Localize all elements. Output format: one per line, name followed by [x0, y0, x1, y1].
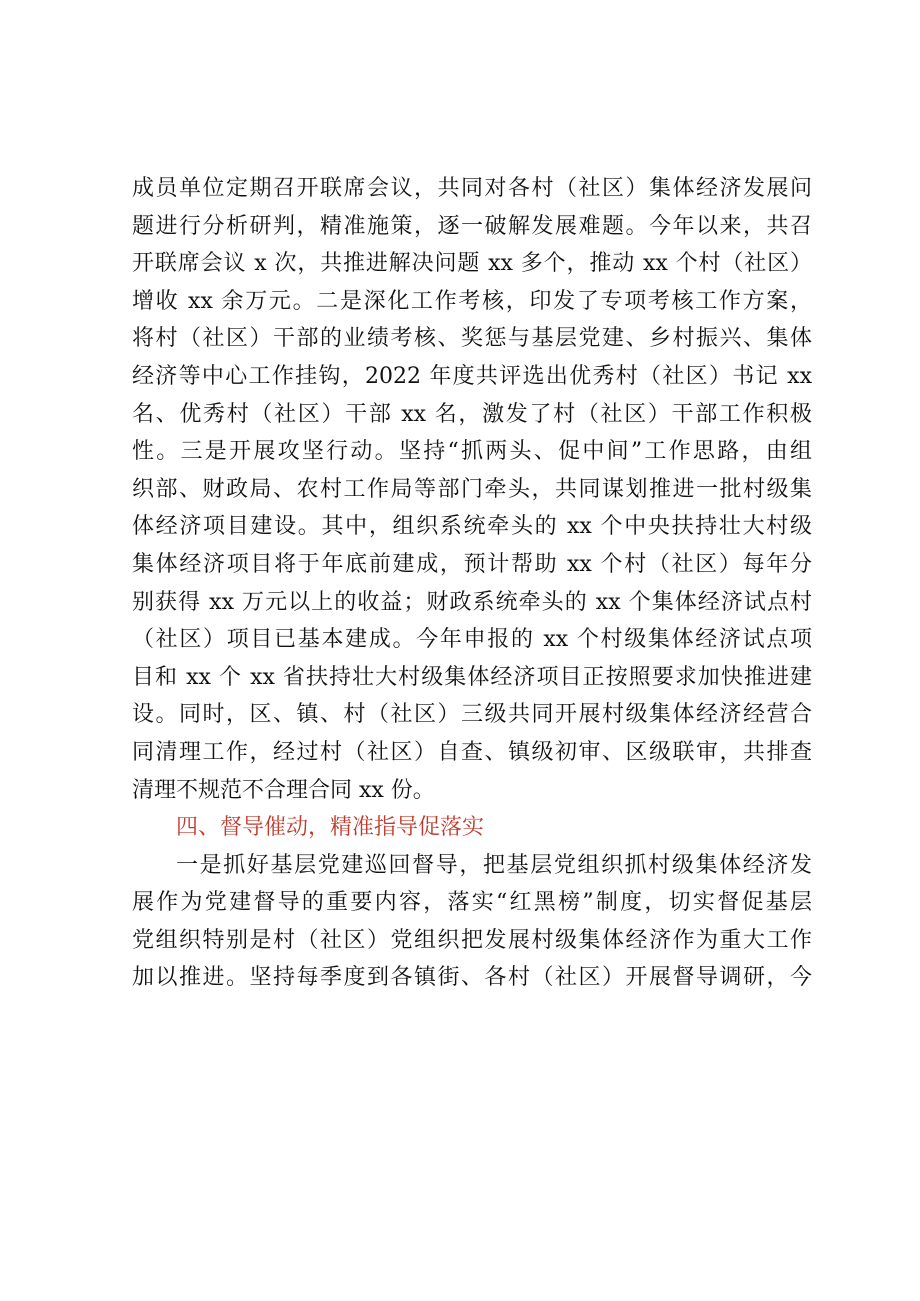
- paragraph-line: 加以推进。坚持每季度到各镇街、各村（社区）开展督导调研，今: [132, 965, 812, 991]
- paragraph-line: 开联席会议 x 次，共推进解决问题 xx 多个，推动 xx 个村（社区）: [132, 251, 812, 277]
- paragraph-line: 体经济项目建设。其中，组织系统牵头的 xx 个中央扶持壮大村级: [132, 514, 812, 540]
- paragraph-line: 同清理工作，经过村（社区）自查、镇级初审、区级联审，共排查: [132, 739, 812, 765]
- paragraph-line: 名、优秀村（社区）干部 xx 名，激发了村（社区）干部工作积极: [132, 401, 812, 427]
- paragraph-line: 成员单位定期召开联席会议，共同对各村（社区）集体经济发展问: [132, 176, 812, 201]
- paragraph-line: 增收 xx 余万元。二是深化工作考核，印发了专项考核工作方案，: [132, 288, 812, 314]
- paragraph-line: 题进行分析研判，精准施策，逐一破解发展难题。今年以来，共召: [132, 213, 812, 239]
- section-heading: 四、督导催动，精准指导促落实: [176, 815, 485, 841]
- paragraph-line: （社区）项目已基本建成。今年申报的 xx 个村级集体经济试点项: [132, 627, 812, 653]
- paragraph-line: 经济等中心工作挂钩，2022 年度共评选出优秀村（社区）书记 xx: [132, 363, 812, 389]
- paragraph-line: 一是抓好基层党建巡回督导，把基层党组织抓村级集体经济发: [176, 852, 812, 878]
- paragraph-line: 展作为党建督导的重要内容，落实“红黑榜”制度，切实督促基层: [132, 890, 812, 916]
- paragraph-line: 集体经济项目将于年底前建成，预计帮助 xx 个村（社区）每年分: [132, 551, 812, 577]
- paragraph-line: 党组织特别是村（社区）党组织把发展村级集体经济作为重大工作: [132, 927, 812, 953]
- paragraph-line: 织部、财政局、农村工作局等部门牵头，共同谋划推进一批村级集: [132, 476, 812, 502]
- paragraph-line: 性。三是开展攻坚行动。坚持“抓两头、促中间”工作思路，由组: [132, 439, 812, 465]
- paragraph-line: 清理不规范不合理合同 xx 份。: [132, 777, 435, 803]
- paragraph-line: 将村（社区）干部的业绩考核、奖惩与基层党建、乡村振兴、集体: [132, 326, 812, 352]
- paragraph-line: 别获得 xx 万元以上的收益；财政系统牵头的 xx 个集体经济试点村: [132, 589, 812, 615]
- paragraph-line: 目和 xx 个 xx 省扶持壮大村级集体经济项目正按照要求加快推进建: [132, 664, 812, 690]
- paragraph-line: 设。同时，区、镇、村（社区）三级共同开展村级集体经济经营合: [132, 702, 812, 728]
- document-body: [132, 170, 812, 997]
